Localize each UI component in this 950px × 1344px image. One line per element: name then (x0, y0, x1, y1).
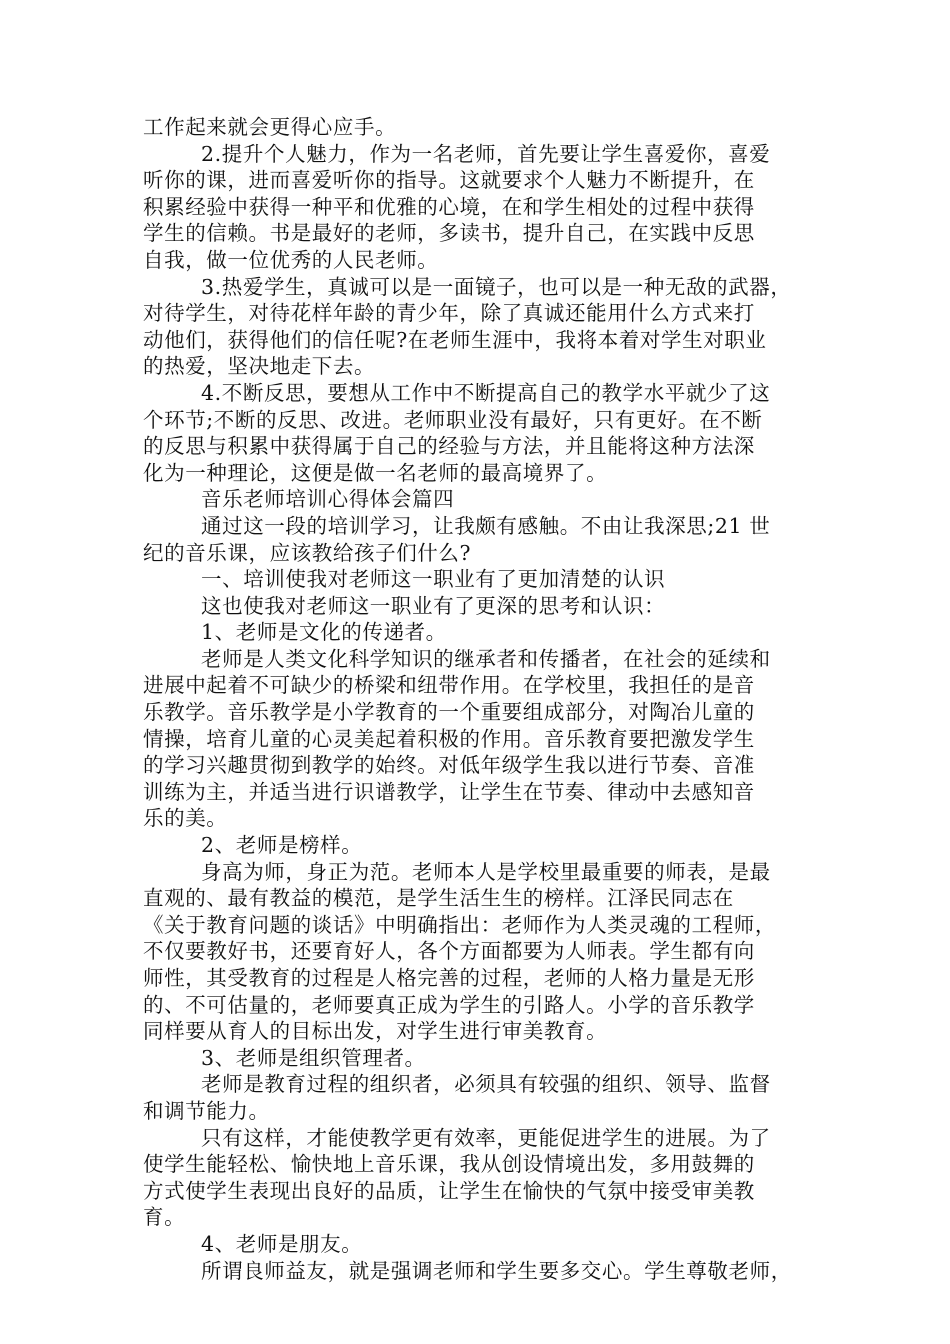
text-line: 不仅要教好书，还要育好人，各个方面都要为人师表。学生都有向 (143, 939, 755, 964)
text-line: 2、老师是榜样。 (201, 833, 363, 858)
text-line: 老师是人类文化科学知识的继承者和传播者，在社会的延续和 (201, 646, 771, 671)
text-line: 乐教学。音乐教学是小学教育的一个重要组成部分，对陶冶儿童的 (143, 700, 755, 725)
text-line: 进展中起着不可缺少的桥梁和纽带作用。在学校里，我担任的是音 (143, 673, 755, 698)
text-line: 个环节;不断的反思、改进。老师职业没有最好，只有更好。在不断 (143, 407, 763, 432)
text-line: 育。 (143, 1205, 186, 1230)
text-line: 的、不可估量的，老师要真正成为学生的引路人。小学的音乐教学 (143, 992, 755, 1017)
text-line: 学生的信赖。书是最好的老师，多读书，提升自己，在实践中反思 (143, 221, 755, 246)
text-line: 同样要从育人的目标出发，对学生进行审美教育。 (143, 1019, 608, 1044)
text-line: 《关于教育问题的谈话》中明确指出：老师作为人类灵魂的工程师， (143, 912, 776, 937)
text-line: 1、老师是文化的传递者。 (201, 620, 447, 645)
text-line: 2.提升个人魅力，作为一名老师，首先要让学生喜爱你，喜爱 (201, 141, 771, 166)
text-line: 工作起来就会更得心应手。 (143, 115, 397, 139)
text-line: 直观的、最有教益的模范，是学生活生生的榜样。江泽民同志在 (143, 886, 734, 911)
text-line: 的反思与积累中获得属于自己的经验与方法，并且能将这种方法深 (143, 434, 755, 459)
document-text-body (143, 114, 819, 1284)
text-line: 动他们，获得他们的信任呢?在老师生涯中，我将本着对学生对职业 (143, 327, 767, 352)
text-line: 方式使学生表现出良好的品质，让学生在愉快的气氛中接受审美教 (143, 1178, 755, 1203)
text-line: 情操，培育儿童的心灵美起着积极的作用。音乐教育要把激发学生 (143, 726, 755, 751)
text-line: 听你的课，进而喜爱听你的指导。这就要求个人魅力不断提升，在 (143, 168, 755, 193)
text-line: 只有这样，才能使教学更有效率，更能促进学生的进展。为了 (201, 1125, 771, 1150)
text-line: 乐的美。 (143, 806, 228, 831)
text-line: 自我，做一位优秀的人民老师。 (143, 247, 439, 272)
text-line: 这也使我对老师这一职业有了更深的思考和认识： (201, 593, 666, 618)
text-line: 训练为主，并适当进行识谱教学，让学生在节奏、律动中去感知音 (143, 779, 755, 804)
text-line: 和调节能力。 (143, 1098, 270, 1123)
text-line: 使学生能轻松、愉快地上音乐课，我从创设情境出发，多用鼓舞的 (143, 1152, 755, 1177)
text-line: 3、老师是组织管理者。 (201, 1045, 426, 1070)
text-line: 4.不断反思，要想从工作中不断提高自己的教学水平就少了这 (201, 380, 771, 405)
text-line: 化为一种理论，这便是做一名老师的最高境界了。 (143, 460, 608, 485)
text-line: 3.热爱学生，真诚可以是一面镜子，也可以是一种无敌的武器， (201, 274, 792, 299)
text-line: 对待学生，对待花样年龄的青少年，除了真诚还能用什么方式来打 (143, 301, 755, 326)
text-line: 纪的音乐课，应该教给孩子们什么? (143, 540, 472, 565)
text-line: 积累经验中获得一种平和优雅的心境，在和学生相处的过程中获得 (143, 194, 755, 219)
text-line: 4、老师是朋友。 (201, 1231, 363, 1256)
text-line: 师性，其受教育的过程是人格完善的过程，老师的人格力量是无形 (143, 966, 755, 990)
text-line: 音乐老师培训心得体会篇四 (201, 487, 455, 512)
text-line: 身高为师，身正为范。老师本人是学校里最重要的师表，是最 (201, 859, 771, 884)
text-line: 老师是教育过程的组织者，必须具有较强的组织、领导、监督 (201, 1072, 771, 1097)
text-line: 的学习兴趣贯彻到教学的始终。对低年级学生我以进行节奏、音准 (143, 753, 755, 778)
text-line: 的热爱，坚决地走下去。 (143, 354, 376, 379)
text-line: 所谓良师益友，就是强调老师和学生要多交心。学生尊敬老师， (201, 1258, 792, 1283)
text-line: 一、培训使我对老师这一职业有了更加清楚的认识 (201, 567, 666, 592)
text-line: 通过这一段的培训学习，让我颇有感触。不由让我深思;21 世 (201, 513, 771, 538)
